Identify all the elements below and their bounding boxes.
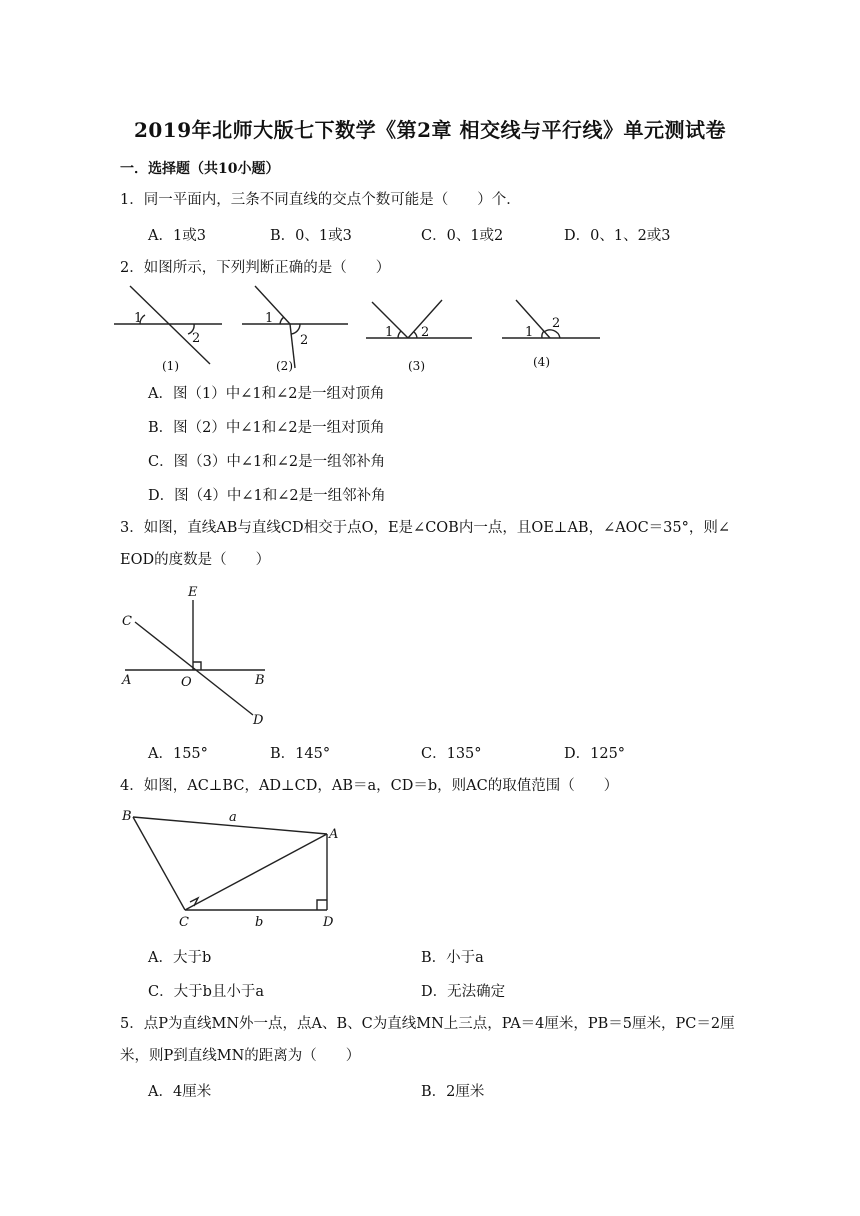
fig1-angle-1-label: 1 — [134, 311, 143, 326]
fig1-caption: (1) — [162, 359, 179, 373]
point-d-label: D — [323, 915, 334, 930]
fig4-angle-1-label: 1 — [525, 325, 534, 340]
fig4-angle-2-label: 2 — [552, 316, 561, 331]
segment-a-label: a — [229, 810, 237, 825]
fig4-caption: (4) — [533, 355, 550, 369]
question-4-option-b: B．小于a — [421, 950, 484, 966]
question-3-option-a: A．155° — [148, 746, 208, 762]
fig3-angle-2-label: 2 — [421, 325, 430, 340]
fig2-angle-2-label: 2 — [300, 333, 309, 348]
point-c-label: C — [122, 614, 132, 629]
question-2-option-a: A．图（1）中∠1和∠2是一组对顶角 — [148, 386, 385, 402]
segment-b-label: b — [255, 915, 264, 930]
question-1-option-d: D．0、1、2或3 — [564, 228, 671, 244]
question-1-option-c: C．0、1或2 — [421, 228, 504, 244]
question-2-stem: 2．如图所示，下列判断正确的是（ ） — [120, 260, 391, 276]
point-e-label: E — [188, 585, 198, 600]
point-b-label: B — [122, 809, 132, 824]
question-2-option-b: B．图（2）中∠1和∠2是一组对顶角 — [148, 420, 385, 436]
question-4-option-c: C．大于b且小于a — [148, 984, 265, 1000]
question-3-stem-line2: EOD的度数是（ ） — [120, 552, 271, 568]
point-a-label: A — [122, 673, 132, 688]
question-3-option-d: D．125° — [564, 746, 626, 762]
page-title: 2019年北师大版七下数学《第2章 相交线与平行线》单元测试卷 — [133, 118, 727, 142]
question-3-option-c: C．135° — [421, 746, 482, 762]
fig2-caption: (2) — [276, 359, 293, 373]
fig1-angle-2-label: 2 — [192, 331, 201, 346]
point-a-label: A — [329, 827, 339, 842]
question-5-stem-line1: 5．点P为直线MN外一点，点A、B、C为直线MN上三点，PA＝4厘米，PB＝5厘米，PC＝2厘 — [120, 1016, 735, 1032]
question-2-option-c: C．图（3）中∠1和∠2是一组邻补角 — [148, 454, 386, 470]
question-3-stem-line1: 3．如图，直线AB与直线CD相交于点O，E是∠COB内一点，且OE⊥AB，∠AOC＝35°，则∠ — [120, 520, 731, 536]
fig3-caption: (3) — [408, 359, 425, 373]
fig2-angle-1-label: 1 — [265, 311, 274, 326]
question-3-option-b: B．145° — [270, 746, 331, 762]
question-5-stem-line2: 米，则P到直线MN的距离为（ ） — [120, 1048, 361, 1064]
question-4-option-a: A．大于b — [148, 950, 212, 966]
question-5-option-b: B．2厘米 — [421, 1084, 485, 1100]
question-4-figure — [115, 802, 350, 930]
point-d-label: D — [253, 713, 264, 728]
question-1-stem: 1．同一平面内，三条不同直线的交点个数可能是（ ）个． — [120, 192, 521, 208]
question-5-option-a: A．4厘米 — [148, 1084, 212, 1100]
question-4-option-d: D．无法确定 — [421, 984, 506, 1000]
section-heading: 一．选择题（共10小题） — [120, 161, 280, 177]
point-o-label: O — [181, 675, 192, 690]
question-1-option-b: B．0、1或3 — [270, 228, 352, 244]
question-3-figure — [115, 580, 275, 730]
fig3-angle-1-label: 1 — [385, 325, 394, 340]
question-1-option-a: A．1或3 — [148, 228, 206, 244]
point-c-label: C — [179, 915, 189, 930]
question-4-stem: 4．如图，AC⊥BC，AD⊥CD，AB＝a，CD＝b，则AC的取值范围（ ） — [120, 778, 619, 794]
question-2-figures — [110, 282, 610, 378]
question-2-option-d: D．图（4）中∠1和∠2是一组邻补角 — [148, 488, 386, 504]
point-b-label: B — [255, 673, 265, 688]
